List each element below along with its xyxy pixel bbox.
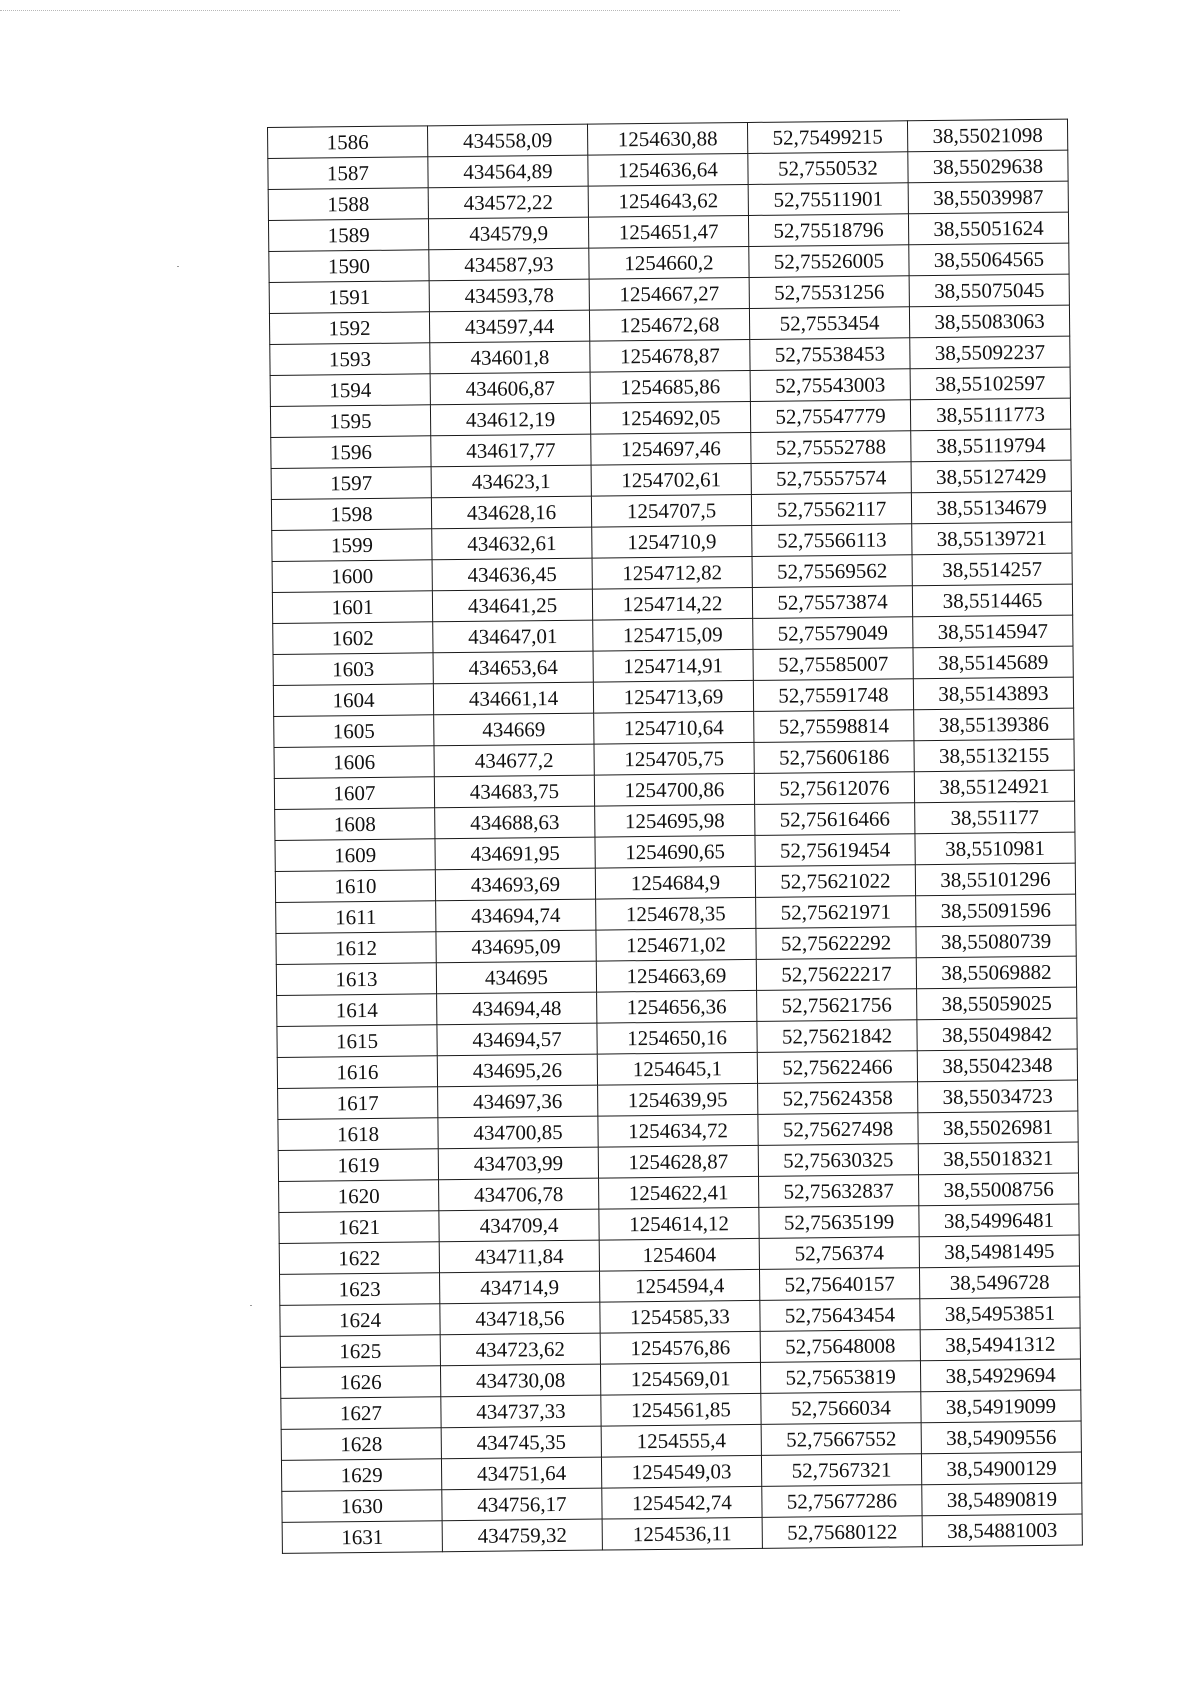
y-coordinate-cell: 1254639,95 <box>598 1083 758 1116</box>
y-coordinate-cell: 1254714,22 <box>592 587 752 620</box>
y-coordinate-cell: 1254645,1 <box>597 1052 757 1085</box>
latitude-cell: 52,75557574 <box>751 462 911 495</box>
y-coordinate-cell: 1254690,65 <box>595 835 755 868</box>
point-number-cell: 1625 <box>280 1335 440 1368</box>
y-coordinate-cell: 1254643,62 <box>588 184 748 217</box>
point-number-cell: 1630 <box>282 1490 442 1523</box>
point-number-cell: 1605 <box>274 715 434 748</box>
longitude-cell: 38,55049842 <box>917 1018 1077 1051</box>
longitude-cell: 38,55134679 <box>911 491 1071 524</box>
y-coordinate-cell: 1254710,9 <box>592 525 752 558</box>
x-coordinate-cell: 434693,69 <box>435 868 595 901</box>
longitude-cell: 38,55075045 <box>909 274 1069 307</box>
y-coordinate-cell: 1254650,16 <box>597 1021 757 1054</box>
x-coordinate-cell: 434558,09 <box>427 124 587 157</box>
point-number-cell: 1586 <box>268 126 428 159</box>
y-coordinate-cell: 1254672,68 <box>589 308 749 341</box>
y-coordinate-cell: 1254714,91 <box>593 649 753 682</box>
point-number-cell: 1616 <box>277 1056 437 1089</box>
latitude-cell: 52,75547779 <box>750 400 910 433</box>
y-coordinate-cell: 1254576,86 <box>600 1331 760 1364</box>
y-coordinate-cell: 1254660,2 <box>589 246 749 279</box>
longitude-cell: 38,55018321 <box>918 1142 1078 1175</box>
x-coordinate-cell: 434597,44 <box>429 310 589 343</box>
x-coordinate-cell: 434661,14 <box>433 682 593 715</box>
coordinates-table-body <box>268 119 1083 1553</box>
longitude-cell: 38,55132155 <box>914 739 1074 772</box>
x-coordinate-cell: 434706,78 <box>439 1178 599 1211</box>
x-coordinate-cell: 434628,16 <box>431 496 591 529</box>
x-coordinate-cell: 434623,1 <box>431 465 591 498</box>
x-coordinate-cell: 434572,22 <box>428 186 588 219</box>
latitude-cell: 52,75619454 <box>755 834 915 867</box>
latitude-cell: 52,75499215 <box>747 121 907 154</box>
point-number-cell: 1619 <box>278 1149 438 1182</box>
x-coordinate-cell: 434601,8 <box>430 341 590 374</box>
x-coordinate-cell: 434688,63 <box>435 806 595 839</box>
y-coordinate-cell: 1254651,47 <box>588 215 748 248</box>
latitude-cell: 52,75579049 <box>753 617 913 650</box>
latitude-cell: 52,75643454 <box>760 1299 920 1332</box>
x-coordinate-cell: 434709,4 <box>439 1209 599 1242</box>
point-number-cell: 1620 <box>279 1180 439 1213</box>
y-coordinate-cell: 1254549,03 <box>601 1455 761 1488</box>
latitude-cell: 52,75635199 <box>759 1206 919 1239</box>
x-coordinate-cell: 434700,85 <box>438 1116 598 1149</box>
x-coordinate-cell: 434723,62 <box>440 1333 600 1366</box>
x-coordinate-cell: 434653,64 <box>433 651 593 684</box>
y-coordinate-cell: 1254542,74 <box>602 1486 762 1519</box>
longitude-cell: 38,55021098 <box>907 119 1067 152</box>
x-coordinate-cell: 434579,9 <box>428 217 588 250</box>
longitude-cell: 38,55101296 <box>915 863 1075 896</box>
latitude-cell: 52,75653819 <box>760 1361 920 1394</box>
longitude-cell: 38,55008756 <box>919 1173 1079 1206</box>
point-number-cell: 1612 <box>276 932 436 965</box>
point-number-cell: 1590 <box>269 250 429 283</box>
y-coordinate-cell: 1254678,87 <box>590 339 750 372</box>
point-number-cell: 1610 <box>275 870 435 903</box>
point-number-cell: 1624 <box>280 1304 440 1337</box>
coordinates-table <box>267 119 1083 1554</box>
y-coordinate-cell: 1254667,27 <box>589 277 749 310</box>
longitude-cell: 38,5514465 <box>912 584 1072 617</box>
x-coordinate-cell: 434593,78 <box>429 279 589 312</box>
longitude-cell: 38,55059025 <box>917 987 1077 1020</box>
point-number-cell: 1598 <box>271 498 431 531</box>
latitude-cell: 52,7553454 <box>749 307 909 340</box>
x-coordinate-cell: 434718,56 <box>440 1302 600 1335</box>
point-number-cell: 1621 <box>279 1211 439 1244</box>
longitude-cell: 38,55145689 <box>913 646 1073 679</box>
latitude-cell: 52,75622292 <box>756 927 916 960</box>
longitude-cell: 38,54981495 <box>919 1235 1079 1268</box>
point-number-cell: 1627 <box>281 1397 441 1430</box>
longitude-cell: 38,54890819 <box>922 1483 1082 1516</box>
latitude-cell: 52,75562117 <box>751 493 911 526</box>
y-coordinate-cell: 1254656,36 <box>597 990 757 1023</box>
point-number-cell: 1589 <box>268 219 428 252</box>
longitude-cell: 38,55042348 <box>917 1049 1077 1082</box>
longitude-cell: 38,55139386 <box>914 708 1074 741</box>
longitude-cell: 38,55069882 <box>916 956 1076 989</box>
y-coordinate-cell: 1254702,61 <box>591 463 751 496</box>
x-coordinate-cell: 434612,19 <box>430 403 590 436</box>
longitude-cell: 38,55145947 <box>913 615 1073 648</box>
latitude-cell: 52,75612076 <box>754 772 914 805</box>
x-coordinate-cell: 434617,77 <box>431 434 591 467</box>
x-coordinate-cell: 434695 <box>436 961 596 994</box>
latitude-cell: 52,75627498 <box>758 1113 918 1146</box>
latitude-cell: 52,75621971 <box>756 896 916 929</box>
longitude-cell: 38,55124921 <box>914 770 1074 803</box>
x-coordinate-cell: 434587,93 <box>429 248 589 281</box>
point-number-cell: 1587 <box>268 157 428 190</box>
longitude-cell: 38,55026981 <box>918 1111 1078 1144</box>
scan-speck <box>177 266 179 267</box>
x-coordinate-cell: 434683,75 <box>434 775 594 808</box>
point-number-cell: 1615 <box>277 1025 437 1058</box>
longitude-cell: 38,551177 <box>915 801 1075 834</box>
y-coordinate-cell: 1254636,64 <box>588 153 748 186</box>
latitude-cell: 52,75606186 <box>754 741 914 774</box>
latitude-cell: 52,75543003 <box>750 369 910 402</box>
y-coordinate-cell: 1254678,35 <box>596 897 756 930</box>
latitude-cell: 52,75622466 <box>757 1051 917 1084</box>
y-coordinate-cell: 1254555,4 <box>601 1424 761 1457</box>
longitude-cell: 38,54941312 <box>920 1328 1080 1361</box>
longitude-cell: 38,54996481 <box>919 1204 1079 1237</box>
y-coordinate-cell: 1254715,09 <box>593 618 753 651</box>
latitude-cell: 52,75616466 <box>755 803 915 836</box>
point-number-cell: 1588 <box>268 188 428 221</box>
y-coordinate-cell: 1254628,87 <box>598 1145 758 1178</box>
y-coordinate-cell: 1254695,98 <box>595 804 755 837</box>
x-coordinate-cell: 434632,61 <box>432 527 592 560</box>
latitude-cell: 52,756374 <box>759 1237 919 1270</box>
latitude-cell: 52,75624358 <box>758 1082 918 1115</box>
x-coordinate-cell: 434691,95 <box>435 837 595 870</box>
point-number-cell: 1597 <box>271 467 431 500</box>
point-number-cell: 1628 <box>281 1428 441 1461</box>
point-number-cell: 1613 <box>276 963 436 996</box>
latitude-cell: 52,75632837 <box>759 1175 919 1208</box>
point-number-cell: 1614 <box>277 994 437 1027</box>
longitude-cell: 38,54953851 <box>920 1297 1080 1330</box>
latitude-cell: 52,75680122 <box>762 1516 922 1549</box>
y-coordinate-cell: 1254594,4 <box>599 1269 759 1302</box>
point-number-cell: 1600 <box>272 560 432 593</box>
y-coordinate-cell: 1254705,75 <box>594 742 754 775</box>
x-coordinate-cell: 434737,33 <box>441 1395 601 1428</box>
longitude-cell: 38,54900129 <box>921 1452 1081 1485</box>
point-number-cell: 1601 <box>272 591 432 624</box>
longitude-cell: 38,55139721 <box>912 522 1072 555</box>
point-number-cell: 1604 <box>273 684 433 717</box>
latitude-cell: 52,75566113 <box>752 524 912 557</box>
x-coordinate-cell: 434647,01 <box>433 620 593 653</box>
latitude-cell: 52,75630325 <box>758 1144 918 1177</box>
y-coordinate-cell: 1254663,69 <box>596 959 756 992</box>
y-coordinate-cell: 1254710,64 <box>594 711 754 744</box>
y-coordinate-cell: 1254634,72 <box>598 1114 758 1147</box>
x-coordinate-cell: 434730,08 <box>440 1364 600 1397</box>
x-coordinate-cell: 434745,35 <box>441 1426 601 1459</box>
longitude-cell: 38,54909556 <box>921 1421 1081 1454</box>
point-number-cell: 1626 <box>280 1366 440 1399</box>
y-coordinate-cell: 1254713,69 <box>593 680 753 713</box>
latitude-cell: 52,75531256 <box>749 276 909 309</box>
point-number-cell: 1594 <box>270 374 430 407</box>
point-number-cell: 1591 <box>269 281 429 314</box>
latitude-cell: 52,75569562 <box>752 555 912 588</box>
y-coordinate-cell: 1254684,9 <box>595 866 755 899</box>
x-coordinate-cell: 434694,48 <box>437 992 597 1025</box>
longitude-cell: 38,5510981 <box>915 832 1075 865</box>
x-coordinate-cell: 434711,84 <box>439 1240 599 1273</box>
x-coordinate-cell: 434641,25 <box>432 589 592 622</box>
longitude-cell: 38,55039987 <box>908 181 1068 214</box>
y-coordinate-cell: 1254707,5 <box>591 494 751 527</box>
latitude-cell: 52,75591748 <box>753 679 913 712</box>
point-number-cell: 1602 <box>273 622 433 655</box>
longitude-cell: 38,55051624 <box>908 212 1068 245</box>
longitude-cell: 38,55127429 <box>911 460 1071 493</box>
point-number-cell: 1617 <box>278 1087 438 1120</box>
x-coordinate-cell: 434756,17 <box>442 1488 602 1521</box>
point-number-cell: 1623 <box>280 1273 440 1306</box>
y-coordinate-cell: 1254622,41 <box>599 1176 759 1209</box>
x-coordinate-cell: 434669 <box>434 713 594 746</box>
longitude-cell: 38,55034723 <box>918 1080 1078 1113</box>
longitude-cell: 38,55143893 <box>913 677 1073 710</box>
y-coordinate-cell: 1254697,46 <box>591 432 751 465</box>
y-coordinate-cell: 1254569,01 <box>600 1362 760 1395</box>
longitude-cell: 38,54881003 <box>922 1514 1082 1547</box>
latitude-cell: 52,75621022 <box>755 865 915 898</box>
point-number-cell: 1609 <box>275 839 435 872</box>
y-coordinate-cell: 1254671,02 <box>596 928 756 961</box>
point-number-cell: 1603 <box>273 653 433 686</box>
point-number-cell: 1595 <box>270 405 430 438</box>
latitude-cell: 52,75648008 <box>760 1330 920 1363</box>
latitude-cell: 52,75640157 <box>759 1268 919 1301</box>
x-coordinate-cell: 434694,74 <box>436 899 596 932</box>
latitude-cell: 52,7567321 <box>761 1454 921 1487</box>
longitude-cell: 38,55092237 <box>910 336 1070 369</box>
point-number-cell: 1608 <box>275 808 435 841</box>
point-number-cell: 1596 <box>271 436 431 469</box>
latitude-cell: 52,75518796 <box>748 214 908 247</box>
x-coordinate-cell: 434695,09 <box>436 930 596 963</box>
longitude-cell: 38,55119794 <box>911 429 1071 462</box>
longitude-cell: 38,54919099 <box>921 1390 1081 1423</box>
latitude-cell: 52,75677286 <box>762 1485 922 1518</box>
longitude-cell: 38,55102597 <box>910 367 1070 400</box>
y-coordinate-cell: 1254614,12 <box>599 1207 759 1240</box>
latitude-cell: 52,75526005 <box>749 245 909 278</box>
latitude-cell: 52,7566034 <box>761 1392 921 1425</box>
scan-top-edge-line <box>0 10 900 11</box>
point-number-cell: 1606 <box>274 746 434 779</box>
x-coordinate-cell: 434703,99 <box>438 1147 598 1180</box>
x-coordinate-cell: 434564,89 <box>428 155 588 188</box>
x-coordinate-cell: 434759,32 <box>442 1519 602 1552</box>
x-coordinate-cell: 434751,64 <box>441 1457 601 1490</box>
x-coordinate-cell: 434694,57 <box>437 1023 597 1056</box>
latitude-cell: 52,75573874 <box>752 586 912 619</box>
y-coordinate-cell: 1254692,05 <box>590 401 750 434</box>
x-coordinate-cell: 434714,9 <box>440 1271 600 1304</box>
longitude-cell: 38,55111773 <box>910 398 1070 431</box>
point-number-cell: 1592 <box>269 312 429 345</box>
y-coordinate-cell: 1254712,82 <box>592 556 752 589</box>
scan-speck <box>250 1305 252 1306</box>
y-coordinate-cell: 1254585,33 <box>600 1300 760 1333</box>
point-number-cell: 1629 <box>281 1459 441 1492</box>
latitude-cell: 52,75552788 <box>751 431 911 464</box>
point-number-cell: 1631 <box>282 1521 442 1554</box>
point-number-cell: 1611 <box>276 901 436 934</box>
latitude-cell: 52,75585007 <box>753 648 913 681</box>
x-coordinate-cell: 434697,36 <box>438 1085 598 1118</box>
longitude-cell: 38,55064565 <box>909 243 1069 276</box>
y-coordinate-cell: 1254561,85 <box>601 1393 761 1426</box>
longitude-cell: 38,55080739 <box>916 925 1076 958</box>
x-coordinate-cell: 434677,2 <box>434 744 594 777</box>
point-number-cell: 1607 <box>274 777 434 810</box>
longitude-cell: 38,5514257 <box>912 553 1072 586</box>
longitude-cell: 38,55083063 <box>909 305 1069 338</box>
x-coordinate-cell: 434695,26 <box>437 1054 597 1087</box>
latitude-cell: 52,75538453 <box>750 338 910 371</box>
longitude-cell: 38,54929694 <box>920 1359 1080 1392</box>
point-number-cell: 1622 <box>279 1242 439 1275</box>
latitude-cell: 52,75621842 <box>757 1020 917 1053</box>
point-number-cell: 1599 <box>272 529 432 562</box>
y-coordinate-cell: 1254685,86 <box>590 370 750 403</box>
latitude-cell: 52,75622217 <box>756 958 916 991</box>
x-coordinate-cell: 434636,45 <box>432 558 592 591</box>
y-coordinate-cell: 1254536,11 <box>602 1517 762 1550</box>
latitude-cell: 52,7550532 <box>748 152 908 185</box>
y-coordinate-cell: 1254630,88 <box>587 122 747 155</box>
latitude-cell: 52,75621756 <box>757 989 917 1022</box>
longitude-cell: 38,55029638 <box>908 150 1068 183</box>
latitude-cell: 52,75598814 <box>754 710 914 743</box>
point-number-cell: 1593 <box>270 343 430 376</box>
y-coordinate-cell: 1254604 <box>599 1238 759 1271</box>
latitude-cell: 52,75511901 <box>748 183 908 216</box>
longitude-cell: 38,55091596 <box>916 894 1076 927</box>
longitude-cell: 38,5496728 <box>919 1266 1079 1299</box>
x-coordinate-cell: 434606,87 <box>430 372 590 405</box>
point-number-cell: 1618 <box>278 1118 438 1151</box>
y-coordinate-cell: 1254700,86 <box>594 773 754 806</box>
latitude-cell: 52,75667552 <box>761 1423 921 1456</box>
